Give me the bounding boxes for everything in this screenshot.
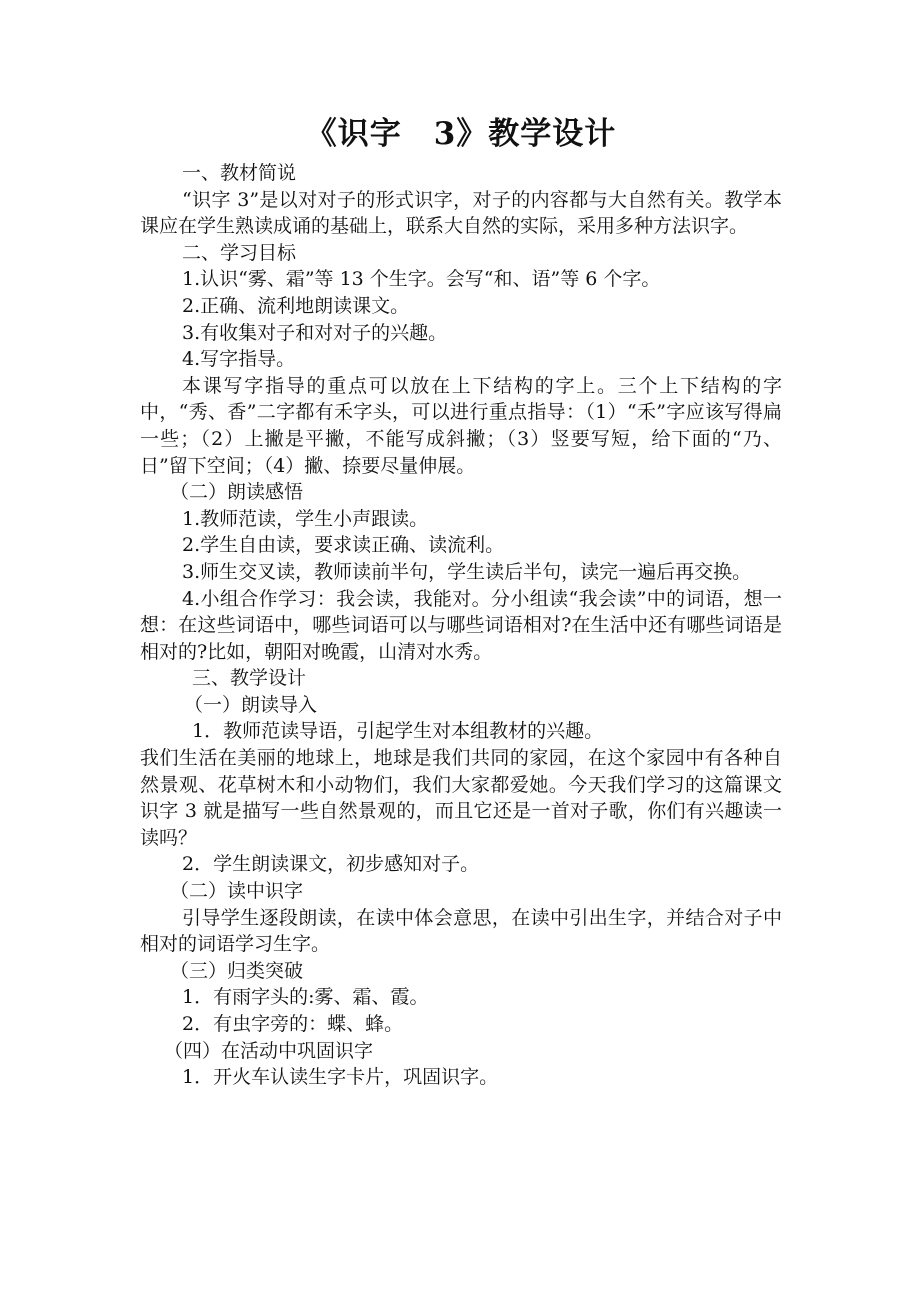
paragraph-writing-guidance: 本课写字指导的重点可以放在上下结构的字上。三个上下结构的字中，“秀、香”二字都有禾字头，可以进行重点指导：（1）“禾”字应该写得扁一些；（2）上撇是平撇，不能写成斜撇；（3）竖要写短，给下面的“乃、日”留下空间；（4）撇、捺要尽量伸展。 [140,374,782,477]
subsection-heading-classification: （三）归类突破 [170,959,304,982]
reading-item: 1.教师范读，学生小声跟读。 [182,507,429,530]
objective-item: 2.正确、流利地朗读课文。 [182,294,410,317]
subsection-heading-intro: （一）朗读导入 [184,693,318,716]
paragraph-intro-speech: 我们生活在美丽的地球上，地球是我们共同的家园，在这个家园中有各种自然景观、花草树木和小动物们，我们大家都爱她。今天我们学习的这篇课文识字 3 就是描写一些自然景观的，而且它还是一首对子歌，你们有兴趣读一读吗？ [140,747,782,849]
paragraph-materials: “识字 3”是以对对子的形式识字，对子的内容都与大自然有关。教学本课应在学生熟读成诵的基础上，联系大自然的实际，采用多种方法识字。 [140,188,782,238]
subsection-heading-reading: （二）朗读感悟 [170,481,304,504]
subsection-heading-reading-literacy: （二）读中识字 [170,880,304,903]
section-heading-design: 三、教学设计 [192,667,307,690]
subsection-heading-activities: （四）在活动中巩固识字 [164,1039,374,1062]
classification-item: 1．有雨字头的:雾、霜、霞。 [182,986,429,1009]
paragraph-reading-literacy: 引导学生逐段朗读，在读中体会意思，在读中引出生字，并结合对子中相对的词语学习生字。 [140,906,782,956]
objective-item: 3.有收集对子和对对子的兴趣。 [182,321,448,344]
classification-item: 2．有虫字旁的：蝶、蜂。 [182,1013,404,1035]
reading-item: 3.师生交叉读，教师读前半句，学生读后半句，读完一遍后再交换。 [182,560,752,583]
document-title: 《识字 3》教学设计 [305,116,617,152]
document-page [140,112,782,1091]
intro-item: 2．学生朗读课文，初步感知对子。 [182,853,480,876]
intro-item: 1．教师范读导语，引起学生对本组教材的兴趣。 [192,720,604,743]
section-heading-objectives: 二、学习目标 [182,241,297,264]
objective-item: 4.写字指导。 [182,348,296,371]
reading-item: 2.学生自由读，要求读正确、读流利。 [182,534,505,557]
objective-item: 1.认识“雾、霜”等 13 个生字。会写“和、语”等 6 个字。 [182,268,661,291]
activity-item: 1．开火车认读生字卡片，巩固识字。 [182,1066,499,1089]
reading-item: 4.小组合作学习：我会读，我能对。分小组读“我会读”中的词语，想一想：在这些词语中，哪些词语可以与哪些词语相对?在生活中还有哪些词语是相对的?比如，朝阳对晚霞，山清对水秀。 [140,587,782,663]
section-heading-materials: 一、教材简说 [182,162,297,184]
